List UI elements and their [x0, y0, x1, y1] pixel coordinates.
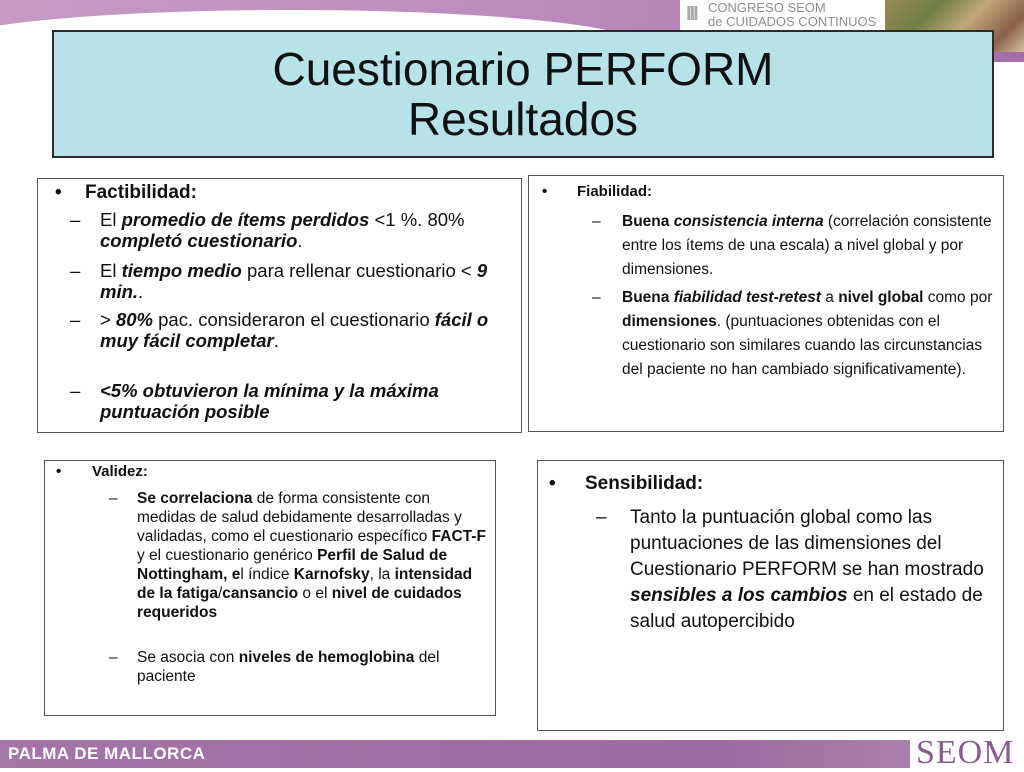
factibilidad-item-1: – El promedio de ítems perdidos <1 %. 80% completó cuestionario.	[70, 209, 465, 251]
dash: –	[70, 309, 81, 330]
bullet: •	[542, 183, 548, 200]
factibilidad-item-2: – El tiempo medio para rellenar cuestionario < 9 min..	[70, 260, 488, 302]
fiabilidad-item-2: – Buena fiabilidad test-retest a nivel global como por dimensiones. (puntuaciones obtenidas con el cuestionario son similares cuando las circunstancias del paciente no han cambiado significativamente).	[622, 286, 997, 382]
bullet: •	[56, 463, 62, 480]
validez-item-2: – Se asocia con niveles de hemoglobina del paciente	[109, 649, 440, 685]
heading-text: Fiabilidad:	[577, 183, 652, 200]
heading-text: Sensibilidad:	[585, 473, 704, 494]
dash: –	[592, 213, 601, 230]
validez-box	[44, 460, 496, 716]
slide-title	[52, 30, 994, 158]
dash: –	[70, 209, 81, 230]
validez-item-1: – Se correlaciona de forma consistente con medidas de salud debidamente desarrolladas y validadas, como el cuestionario específico FACT-F y el cuestionario genérico Perfil de Salud de Nottingham, el índice Karnofsky, la intensidad de la fatiga/cansancio o el nivel de cuidados requeridos	[109, 490, 486, 621]
heading-text: Factibilidad:	[85, 182, 197, 203]
fiabilidad-item-1: – Buena consistencia interna (correlación consistente entre los ítems de una escala) a nivel global y por dimensiones.	[622, 210, 997, 282]
title-line1: Cuestionario PERFORM	[272, 43, 774, 95]
bullet: •	[549, 473, 556, 494]
seom-logo: SEOM	[916, 734, 1015, 771]
dash: –	[70, 380, 81, 401]
fiabilidad-box	[528, 175, 1004, 432]
bullet: •	[55, 182, 62, 203]
factibilidad-item-3: – > 80% pac. consideraron el cuestionario fácil o muy fácil completar.	[70, 309, 489, 351]
heading-text: Validez:	[92, 463, 148, 480]
dash: –	[596, 507, 607, 528]
sensibilidad-heading	[549, 473, 703, 495]
factibilidad-box	[37, 178, 522, 433]
footer-location: PALMA DE MALLORCA	[8, 744, 206, 763]
sensibilidad-item-1: – Tanto la puntuación global como las puntuaciones de las dimensiones del Cuestionario PERFORM se han mostrado sensibles a los cambios en el estado de salud autopercibido	[596, 507, 984, 632]
dash: –	[109, 490, 118, 507]
dash: –	[592, 289, 601, 306]
congress-logo-icon: III	[686, 3, 697, 25]
dash: –	[109, 649, 118, 666]
title-line2: Resultados	[407, 93, 639, 145]
validez-heading	[56, 463, 148, 480]
footer-band	[0, 740, 1024, 768]
fiabilidad-heading	[542, 183, 652, 200]
factibilidad-item-4: – <5% obtuvieron la mínima y la máxima puntuación posible	[70, 380, 439, 422]
dash: –	[70, 260, 81, 281]
congress-logo-line1: CONGRESO SEOM	[708, 0, 826, 15]
factibilidad-heading	[55, 182, 197, 204]
sensibilidad-box	[537, 460, 1004, 731]
congress-logo-line2: de CUIDADOS CONTINUOS	[708, 14, 877, 29]
